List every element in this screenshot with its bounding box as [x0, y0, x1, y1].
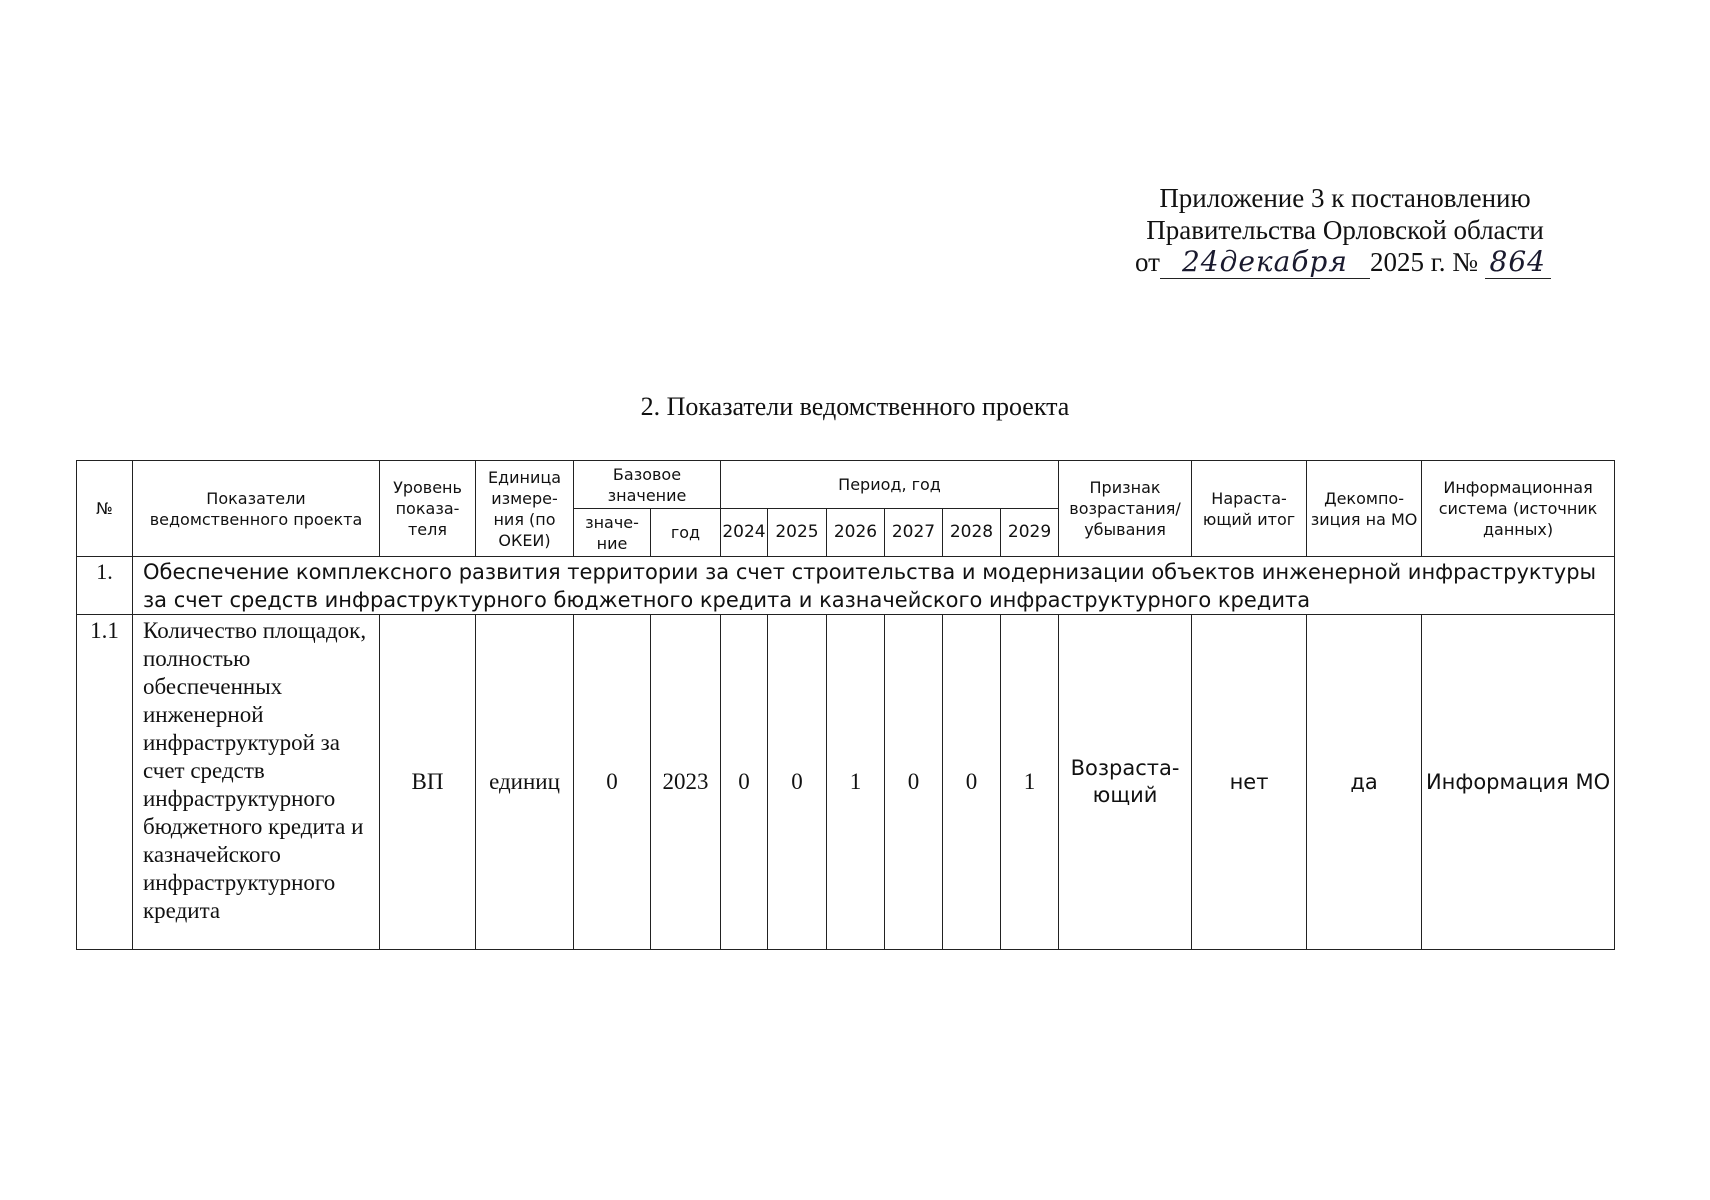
row-indicator-name: Количество площадок, полностью обеспеченных инженерной инфраструктурой за счет средств инфраструктурного бюджетного кредита и казначейского инфраструктурного кредита — [133, 615, 380, 950]
section-text: Обеспечение комплексного развития территории за счет строительства и модернизации объектов инженерной инфраструктуры за счет средств инфраструктурного бюджетного кредита и казначейского инфраструктурного кредита — [133, 557, 1615, 615]
row-decomposition: да — [1307, 615, 1422, 950]
header-num: № — [77, 461, 133, 557]
handwritten-number: 864 — [1485, 246, 1551, 279]
annex-line-2: Правительства Орловской области — [1146, 215, 1544, 245]
header-year-2029: 2029 — [1001, 509, 1059, 557]
from-label: от — [1135, 247, 1160, 277]
annex-line-1: Приложение 3 к постановлению — [1159, 183, 1531, 213]
header-period: Период, год — [721, 461, 1059, 509]
header-base-year: год — [651, 509, 721, 557]
header-name: Показатели ведомственного проекта — [133, 461, 380, 557]
row-cumulative: нет — [1192, 615, 1307, 950]
annex-date-line — [1115, 246, 1575, 279]
row-num: 1.1 — [77, 615, 133, 950]
handwritten-date: 24декабря — [1160, 246, 1370, 279]
section-num: 1. — [77, 557, 133, 615]
header-level: Уровень показа-теля — [380, 461, 476, 557]
row-value-2027: 0 — [885, 615, 943, 950]
row-unit: единиц — [476, 615, 574, 950]
section-row — [77, 557, 1615, 615]
header-year-2024: 2024 — [721, 509, 768, 557]
row-value-2025: 0 — [768, 615, 827, 950]
header-trend: Признак возрастания/ убывания — [1059, 461, 1192, 557]
row-trend: Возраста-ющий — [1059, 615, 1192, 950]
row-source: Информация МО — [1422, 615, 1615, 950]
year-label: 2025 г. № — [1369, 247, 1478, 277]
table-row — [77, 615, 1615, 950]
row-base-year: 2023 — [651, 615, 721, 950]
indicators-table — [76, 460, 1615, 950]
section-title: 2. Показатели ведомственного проекта — [640, 392, 1070, 421]
row-level: ВП — [380, 615, 476, 950]
header-cumulative: Нараста-ющий итог — [1192, 461, 1307, 557]
annex-header — [1115, 182, 1575, 279]
row-value-2028: 0 — [943, 615, 1001, 950]
header-year-2025: 2025 — [768, 509, 827, 557]
header-unit: Единица измере-ния (по ОКЕИ) — [476, 461, 574, 557]
header-decomposition: Декомпо-зиция на МО — [1307, 461, 1422, 557]
header-row-1 — [77, 461, 1615, 509]
header-year-2026: 2026 — [827, 509, 885, 557]
header-base: Базовое значение — [574, 461, 721, 509]
header-base-value: значе-ние — [574, 509, 651, 557]
row-base-value: 0 — [574, 615, 651, 950]
header-year-2027: 2027 — [885, 509, 943, 557]
row-value-2026: 1 — [827, 615, 885, 950]
header-source: Информационная система (источник данных) — [1422, 461, 1615, 557]
header-year-2028: 2028 — [943, 509, 1001, 557]
row-value-2029: 1 — [1001, 615, 1059, 950]
row-value-2024: 0 — [721, 615, 768, 950]
